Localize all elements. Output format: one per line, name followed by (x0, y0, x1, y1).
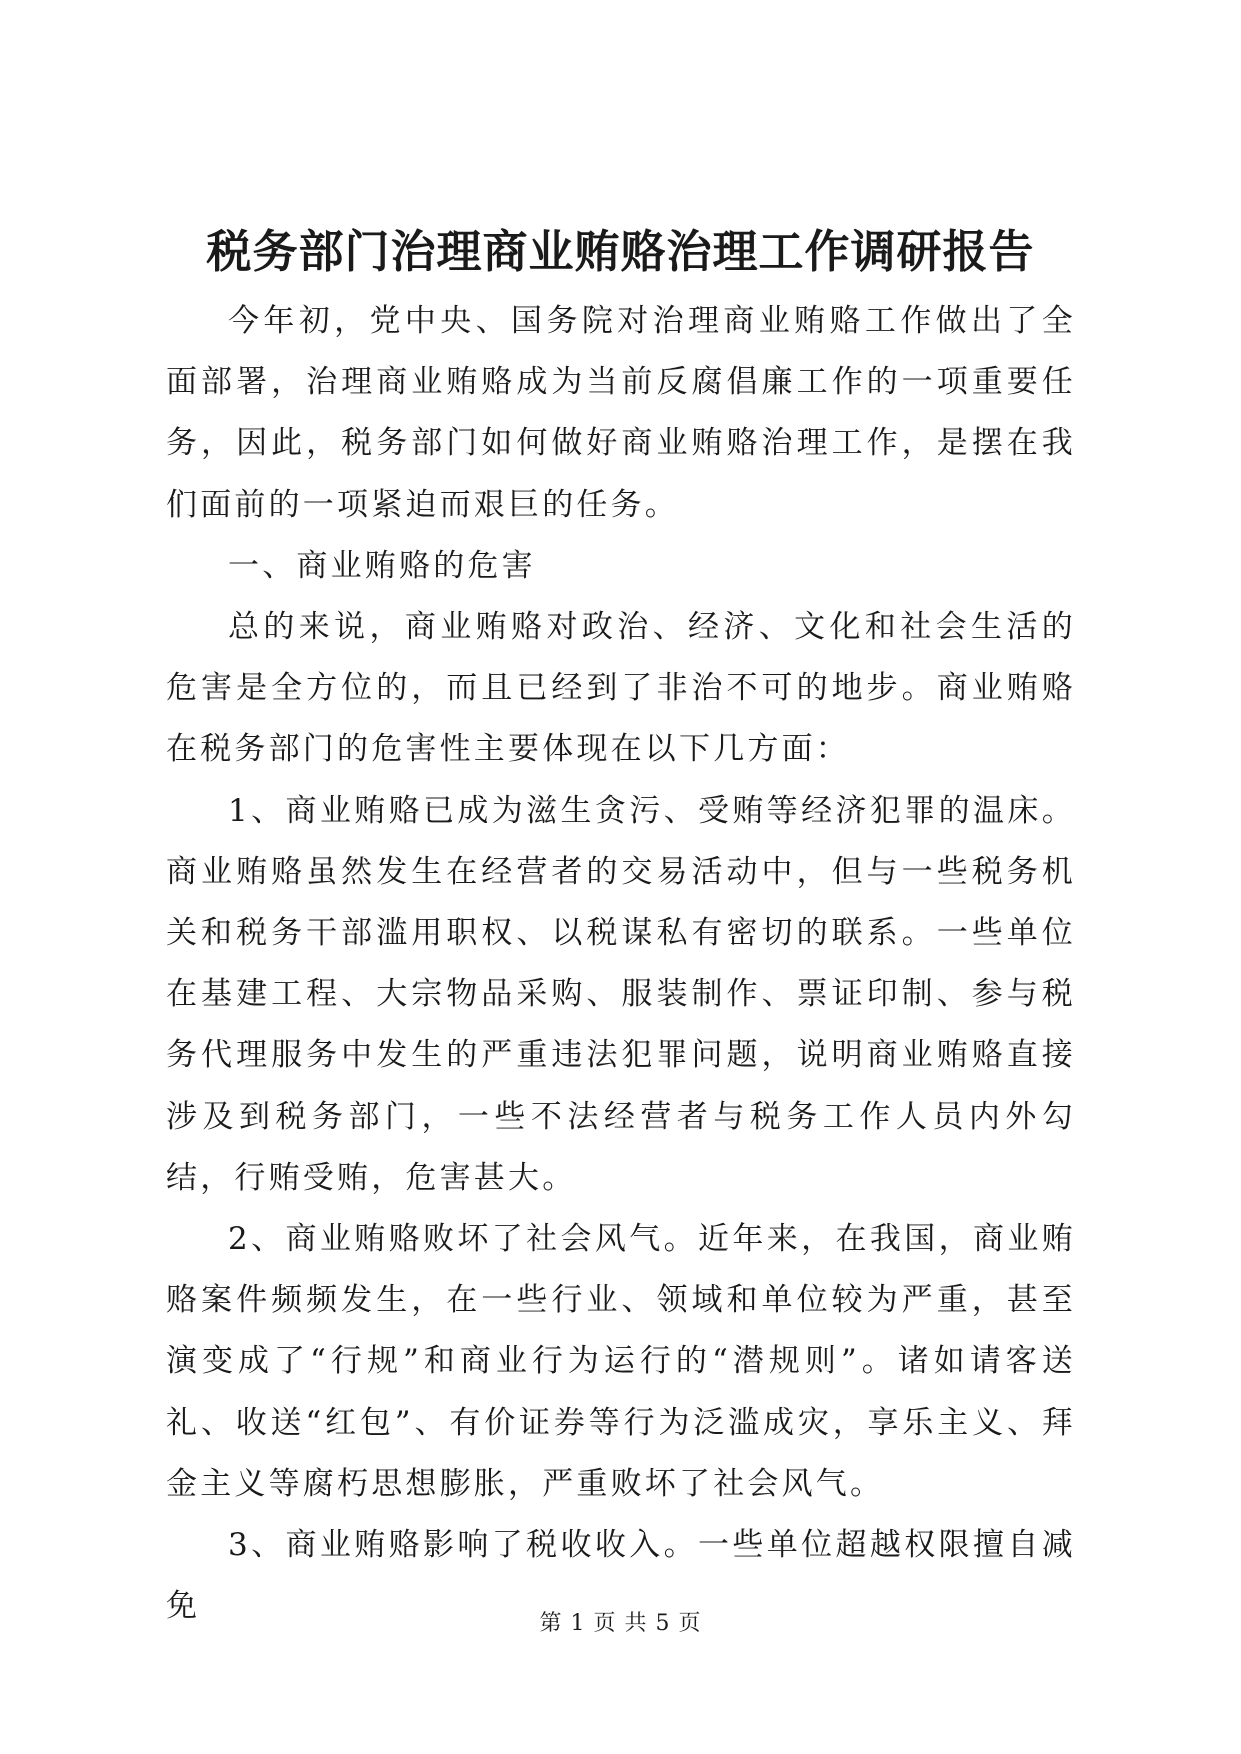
document-body (166, 291, 1076, 1637)
paragraph-point-3: 3、商业贿赂影响了税收收入。一些单位超越权限擅自减免 (166, 1527, 1076, 1625)
paragraph-intro: 今年初，党中央、国务院对治理商业贿赂工作做出了全面部署，治理商业贿赂成为当前反腐倡廉工作的一项重要任务，因此，税务部门如何做好商业贿赂治理工作，是摆在我们面前的一项紧迫而艰巨的任务。 (166, 303, 1076, 523)
page-footer: 第 1 页 共 5 页 (539, 1611, 702, 1636)
paragraph-overview: 总的来说，商业贿赂对政治、经济、文化和社会生活的危害是全方位的，而且已经到了非治不可的地步。商业贿赂在税务部门的危害性主要体现在以下几方面： (166, 609, 1076, 768)
paragraph-point-1: 1、商业贿赂已成为滋生贪污、受贿等经济犯罪的温床。商业贿赂虽然发生在经营者的交易活动中，但与一些税务机关和税务干部滥用职权、以税谋私有密切的联系。一些单位在基建工程、大宗物品采购、服装制作、票证印制、参与税务代理服务中发生的严重违法犯罪问题，说明商业贿赂直接涉及到税务部门，一些不法经营者与税务工作人员内外勾结，行贿受贿，危害甚大。 (166, 792, 1076, 1196)
section-heading-harms: 一、商业贿赂的危害 (228, 547, 536, 584)
paragraph-point-2: 2、商业贿赂败坏了社会风气。近年来，在我国，商业贿赂案件频频发生，在一些行业、领域和单位较为严重，甚至演变成了“行规”和商业行为运行的“潜规则”。诸如请客送礼、收送“红包”、有价证券等行为泛滥成灾，享乐主义、拜金主义等腐朽思想膨胀，严重败坏了社会风气。 (166, 1221, 1076, 1502)
document-title: 税务部门治理商业贿赂治理工作调研报告 (206, 225, 1035, 278)
